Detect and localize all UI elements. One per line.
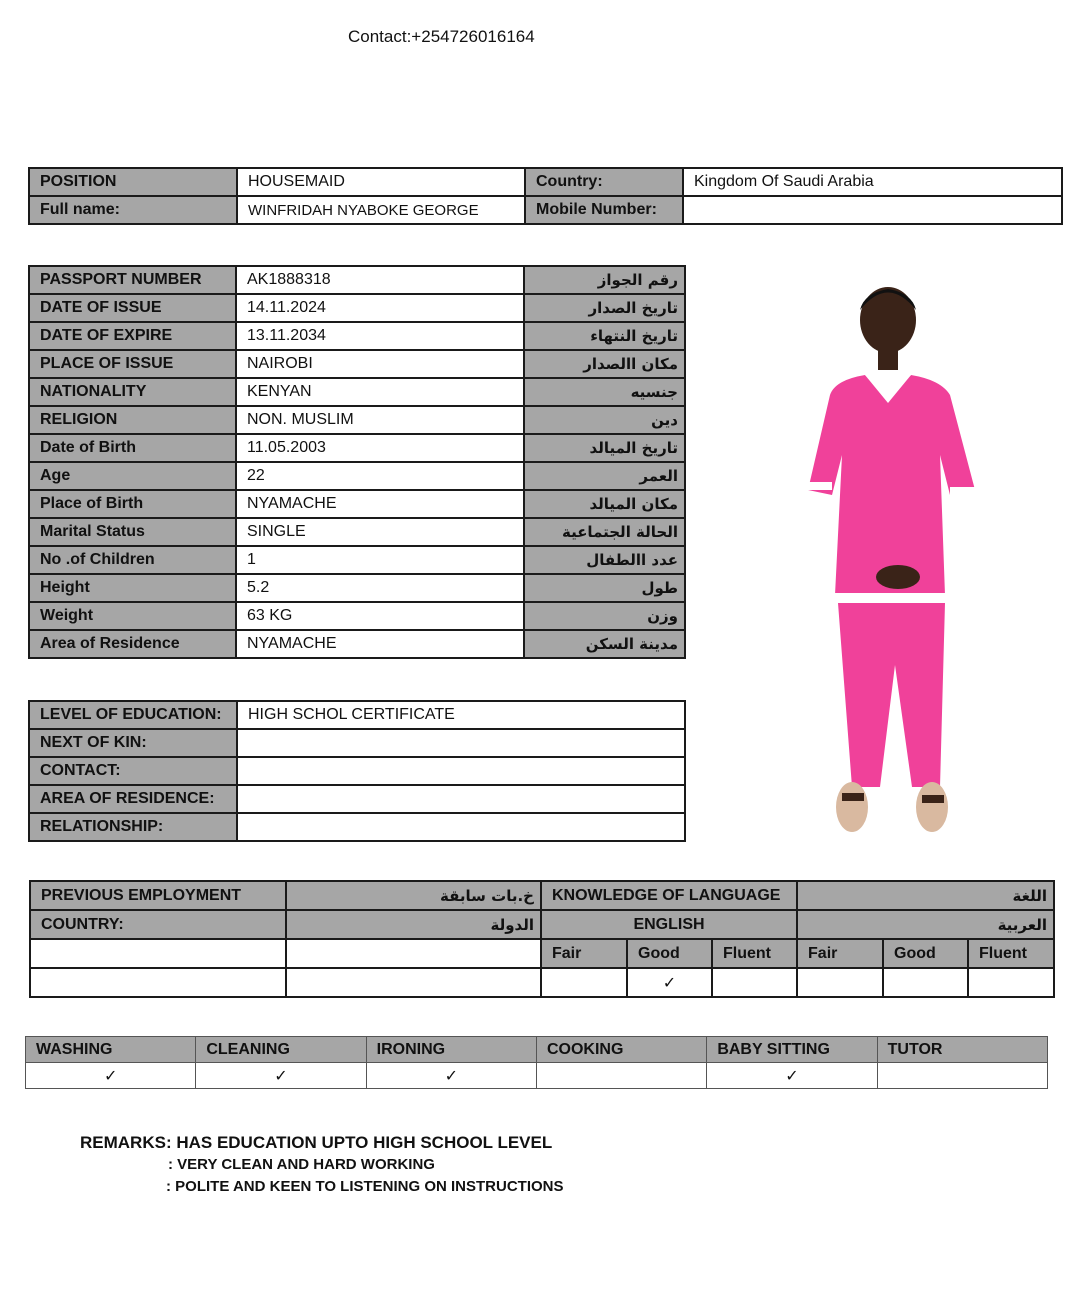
detail-value: NAIROBI [236, 350, 524, 378]
detail-label: DATE OF ISSUE [29, 294, 236, 322]
skill-check [877, 1063, 1047, 1089]
education-row [29, 729, 685, 757]
employment-cell [30, 968, 286, 997]
detail-row [29, 546, 685, 574]
employment-language-table [29, 880, 1055, 998]
detail-value: 63 KG [236, 602, 524, 630]
education-value [237, 813, 685, 841]
detail-value: 22 [236, 462, 524, 490]
detail-row [29, 266, 685, 294]
language-arabic: اللغة [797, 881, 1054, 910]
skill-check: ✓ [707, 1063, 877, 1089]
detail-label: Marital Status [29, 518, 236, 546]
detail-row [29, 630, 685, 658]
remarks-line-2: : VERY CLEAN AND HARD WORKING [168, 1156, 435, 1173]
detail-label: Age [29, 462, 236, 490]
check-cell [883, 968, 968, 997]
level-fair: Fair [541, 939, 627, 968]
skill-check: ✓ [366, 1063, 536, 1089]
detail-value: 14.11.2024 [236, 294, 524, 322]
detail-row [29, 518, 685, 546]
detail-row [29, 490, 685, 518]
detail-value: NYAMACHE [236, 490, 524, 518]
check-cell [968, 968, 1054, 997]
position-table [28, 167, 1063, 225]
employment-cell [286, 968, 541, 997]
candidate-photo [800, 275, 990, 845]
level-fair: Fair [797, 939, 883, 968]
skill-label: WASHING [26, 1037, 196, 1063]
level-good: Good [627, 939, 712, 968]
detail-label: NATIONALITY [29, 378, 236, 406]
detail-label: PLACE OF ISSUE [29, 350, 236, 378]
detail-label: Place of Birth [29, 490, 236, 518]
detail-arabic: الحالة الجتماعية [524, 518, 685, 546]
detail-arabic: طول [524, 574, 685, 602]
skill-check: ✓ [26, 1063, 196, 1089]
detail-value: 11.05.2003 [236, 434, 524, 462]
detail-arabic: تاريخ الميالد [524, 434, 685, 462]
education-label: RELATIONSHIP: [29, 813, 237, 841]
detail-value: AK1888318 [236, 266, 524, 294]
detail-value: 1 [236, 546, 524, 574]
detail-arabic: رقم الجواز [524, 266, 685, 294]
employment-country-label: COUNTRY: [30, 910, 286, 939]
personal-details-table [28, 265, 686, 659]
detail-value: NYAMACHE [236, 630, 524, 658]
remarks [80, 1132, 564, 1198]
skill-check [536, 1063, 706, 1089]
detail-arabic: جنسيه [524, 378, 685, 406]
education-row [29, 813, 685, 841]
education-label: CONTACT: [29, 757, 237, 785]
education-table [28, 700, 686, 842]
skill-label: TUTOR [877, 1037, 1047, 1063]
english-label: ENGLISH [541, 910, 797, 939]
country-value: Kingdom Of Saudi Arabia [683, 168, 1062, 196]
detail-arabic: تاريخ الصدار [524, 294, 685, 322]
employment-cell [30, 939, 286, 968]
check-cell [797, 968, 883, 997]
remarks-line-1: REMARKS: HAS EDUCATION UPTO HIGH SCHOOL LEVEL [80, 1133, 553, 1152]
detail-arabic: دين [524, 406, 685, 434]
position-label: POSITION [29, 168, 237, 196]
position-value: HOUSEMAID [237, 168, 525, 196]
detail-arabic: العمر [524, 462, 685, 490]
fullname-label: Full name: [29, 196, 237, 224]
level-good: Good [883, 939, 968, 968]
fullname-value: WINFRIDAH NYABOKE GEORGE [237, 196, 525, 224]
mobile-label: Mobile Number: [525, 196, 683, 224]
detail-arabic: وزن [524, 602, 685, 630]
skill-label: BABY SITTING [707, 1037, 877, 1063]
detail-row [29, 406, 685, 434]
detail-label: Height [29, 574, 236, 602]
language-label: KNOWLEDGE OF LANGUAGE [541, 881, 797, 910]
prev-employment-label: PREVIOUS EMPLOYMENT [30, 881, 286, 910]
employment-country-arabic: الدولة [286, 910, 541, 939]
employment-cell [286, 939, 541, 968]
detail-row [29, 574, 685, 602]
skill-label: IRONING [366, 1037, 536, 1063]
detail-arabic: مكان االصدار [524, 350, 685, 378]
detail-label: Area of Residence [29, 630, 236, 658]
detail-label: RELIGION [29, 406, 236, 434]
detail-arabic: مكان الميالد [524, 490, 685, 518]
level-fluent: Fluent [968, 939, 1054, 968]
detail-arabic: مدينة السكن [524, 630, 685, 658]
mobile-value [683, 196, 1062, 224]
detail-value: NON. MUSLIM [236, 406, 524, 434]
education-label: NEXT OF KIN: [29, 729, 237, 757]
detail-label: DATE OF EXPIRE [29, 322, 236, 350]
detail-row [29, 350, 685, 378]
level-fluent: Fluent [712, 939, 797, 968]
detail-label: Weight [29, 602, 236, 630]
contact-number: Contact:+254726016164 [348, 27, 535, 46]
education-value [237, 729, 685, 757]
detail-value: KENYAN [236, 378, 524, 406]
remarks-line-3: : POLITE AND KEEN TO LISTENING ON INSTRUCTIONS [166, 1178, 564, 1195]
education-value [237, 785, 685, 813]
detail-label: Date of Birth [29, 434, 236, 462]
detail-value: SINGLE [236, 518, 524, 546]
detail-label: PASSPORT NUMBER [29, 266, 236, 294]
education-label: LEVEL OF EDUCATION: [29, 701, 237, 729]
check-cell [541, 968, 627, 997]
arabic-language-label: العربية [797, 910, 1054, 939]
prev-employment-arabic: خ.بات سابقة [286, 881, 541, 910]
detail-value: 13.11.2034 [236, 322, 524, 350]
detail-row [29, 294, 685, 322]
education-row [29, 757, 685, 785]
education-label: AREA OF RESIDENCE: [29, 785, 237, 813]
detail-row [29, 378, 685, 406]
country-label: Country: [525, 168, 683, 196]
detail-value: 5.2 [236, 574, 524, 602]
check-cell [712, 968, 797, 997]
detail-row [29, 322, 685, 350]
detail-arabic: تاريخ النتهاء [524, 322, 685, 350]
skill-check: ✓ [196, 1063, 366, 1089]
detail-arabic: عدد االطفال [524, 546, 685, 574]
education-row [29, 785, 685, 813]
education-value: HIGH SCHOL CERTIFICATE [237, 701, 685, 729]
skill-label: CLEANING [196, 1037, 366, 1063]
detail-label: No .of Children [29, 546, 236, 574]
skill-label: COOKING [536, 1037, 706, 1063]
education-row [29, 701, 685, 729]
detail-row [29, 462, 685, 490]
check-cell: ✓ [627, 968, 712, 997]
education-value [237, 757, 685, 785]
skills-table [25, 1036, 1048, 1089]
detail-row [29, 602, 685, 630]
detail-row [29, 434, 685, 462]
